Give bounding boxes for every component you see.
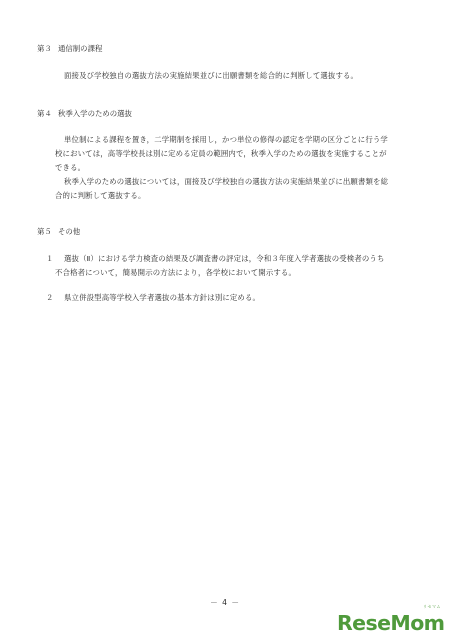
section-3-line-1: 面接及び学校独自の選抜方法の実施結果並びに出願書類を総合的に判断して選抜する。 (64, 71, 359, 80)
section-5-heading (37, 227, 80, 237)
item-2-number: ２ (46, 293, 54, 302)
item-1-number: １ (46, 254, 54, 263)
section-5-number: 第５ (37, 227, 52, 236)
item-2-line-1: 県立併設型高等学校入学者選抜の基本方針は別に定める。 (64, 293, 261, 302)
section-4-title: 秋季入学のための選抜 (58, 109, 132, 118)
page-number: － 4 － (210, 598, 240, 607)
item-1-line-2: 不合格者について，簡易開示の方法により，各学校において開示する。 (55, 268, 297, 277)
section-4-line-1: 単位制による課程を置き，二学期制を採用し，かつ単位の修得の認定を学期の区分ごとに行う学 (64, 135, 388, 144)
section-4-line-2: 校においては，高等学校長は別に定める定員の範囲内で，秋季入学のための選抜を実施することが (55, 149, 387, 158)
section-4-line-4: 秋季入学のための選抜については，面接及び学校独自の選抜方法の実施結果並びに出願書類を総 (64, 177, 389, 186)
section-4-line-3: できる。 (55, 163, 86, 172)
section-5-title: その他 (58, 227, 81, 236)
section-3-title: 通信制の課程 (58, 44, 103, 53)
section-4-heading (37, 109, 132, 119)
section-4-number: 第４ (37, 109, 52, 118)
section-4-line-5: 合的に判断して選抜する。 (55, 191, 146, 200)
resemom-logo (337, 604, 447, 634)
section-3-number: 第３ (37, 44, 52, 53)
section-3-heading (37, 44, 102, 54)
logo-ruby: リセマム (423, 604, 441, 609)
logo-text: ReseMom (337, 611, 445, 635)
item-1-line-1: 選抜（Ⅱ）における学力検査の結果及び調査書の評定は，令和３年度入学者選抜の受検者のうち (64, 254, 385, 263)
